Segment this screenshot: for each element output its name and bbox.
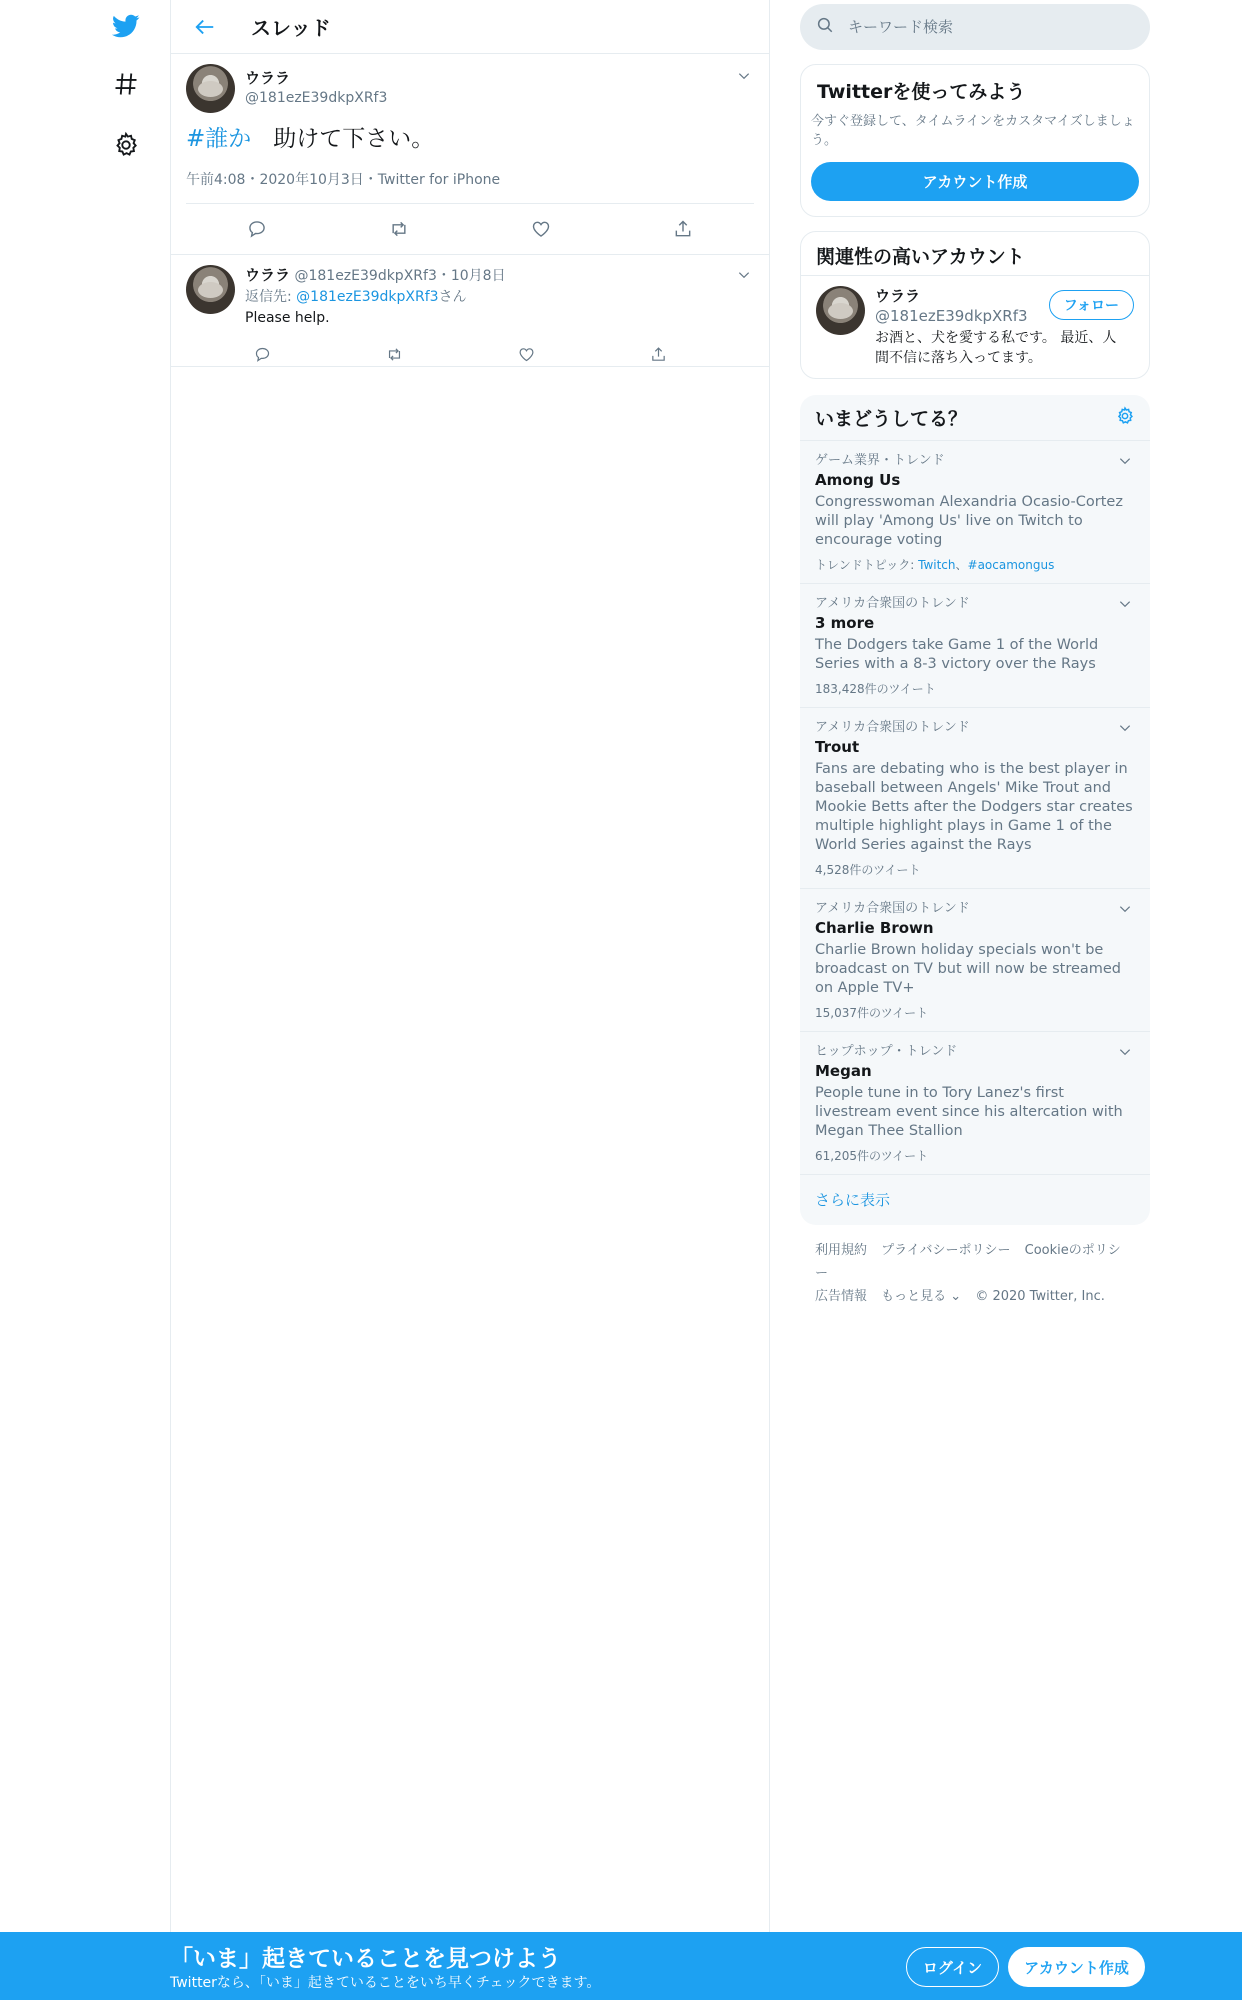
- footer-copyright: © 2020 Twitter, Inc.: [975, 1289, 1105, 1304]
- right-sidebar: [800, 0, 1150, 1322]
- author-handle[interactable]: @181ezE39dkpXRf3: [245, 90, 388, 106]
- chevron-down-icon[interactable]: [1115, 594, 1135, 614]
- retweet-icon[interactable]: [377, 337, 411, 371]
- main-tweet: [171, 54, 769, 254]
- hashtag-link[interactable]: #誰か: [186, 126, 252, 152]
- trends-title: いまどうしてる？: [815, 408, 968, 430]
- chevron-down-icon[interactable]: [1115, 899, 1135, 919]
- show-more-link[interactable]: さらに表示: [815, 1191, 891, 1209]
- trend-foot: [815, 556, 1135, 574]
- tweet-body: 助けて下さい。: [273, 126, 435, 152]
- footer-link-terms[interactable]: 利用規約: [815, 1243, 868, 1258]
- trend-item[interactable]: [800, 584, 1150, 708]
- related-user-name[interactable]: ウララ: [875, 287, 921, 305]
- search-icon: [816, 16, 834, 38]
- trend-topic-link[interactable]: Twitch: [918, 558, 956, 572]
- related-user[interactable]: [801, 276, 1149, 378]
- footer-links: [800, 1225, 1150, 1322]
- trend-name: Among Us: [815, 471, 901, 489]
- retweet-icon[interactable]: [382, 212, 416, 246]
- main-column: [170, 0, 770, 1932]
- create-account-button[interactable]: アカウント作成: [811, 162, 1139, 201]
- tweet-text: [186, 123, 754, 155]
- signup-card: [800, 64, 1150, 217]
- login-button[interactable]: ログイン: [906, 1947, 999, 1987]
- reply-icon[interactable]: [245, 337, 279, 371]
- chevron-down-icon[interactable]: [734, 66, 754, 86]
- related-user-bio: お酒と、犬を愛する私です。 最近、人間不信に落ち入ってます。: [875, 330, 1117, 366]
- author-name[interactable]: ウララ: [245, 69, 291, 87]
- trend-description: Congresswoman Alexandria Ocasio-Cortez will play 'Among Us' live on Twitch to encourage voting: [815, 494, 1123, 548]
- trend-item[interactable]: [800, 1032, 1150, 1175]
- left-nav: [0, 0, 170, 2000]
- trend-description: Charlie Brown holiday specials won't be broadcast on TV but will now be streamed on Apple TV+: [815, 942, 1122, 996]
- footer-link-ads[interactable]: 広告情報: [815, 1289, 868, 1304]
- reply-to-suffix: さん: [438, 289, 467, 305]
- back-arrow-icon[interactable]: [185, 7, 225, 47]
- avatar[interactable]: [186, 265, 235, 314]
- settings-gear-icon[interactable]: [1115, 406, 1135, 430]
- trends-card: [800, 395, 1150, 1225]
- trend-item[interactable]: [800, 441, 1150, 584]
- trend-name: 3 more: [815, 614, 875, 632]
- avatar[interactable]: [186, 64, 235, 113]
- search-box[interactable]: [800, 4, 1150, 50]
- create-account-button[interactable]: アカウント作成: [1008, 1947, 1145, 1987]
- trend-name: Trout: [815, 738, 860, 756]
- signup-description: 今すぐ登録して、タイムラインをカスタマイズしましょう。: [811, 114, 1135, 148]
- share-icon[interactable]: [666, 212, 700, 246]
- related-accounts-card: [800, 231, 1150, 379]
- hashtag-icon[interactable]: [108, 66, 144, 102]
- reply-date[interactable]: ・10月8日: [436, 268, 506, 284]
- reply-author-handle[interactable]: @181ezE39dkpXRf3: [294, 268, 437, 284]
- like-heart-icon[interactable]: [509, 337, 543, 371]
- avatar[interactable]: [816, 286, 865, 335]
- trend-topic-label: トレンドトピック:: [815, 558, 919, 572]
- trend-description: The Dodgers take Game 1 of the World Series with a 8-3 victory over the Rays: [815, 637, 1099, 672]
- share-icon[interactable]: [641, 337, 675, 371]
- footer-link-more[interactable]: もっと見る ⌄: [881, 1289, 962, 1304]
- chevron-down-icon[interactable]: [734, 265, 754, 285]
- reply-icon[interactable]: [240, 212, 274, 246]
- page-title: スレッド: [251, 16, 331, 40]
- reply-text: Please help.: [245, 310, 330, 326]
- reply-tweet[interactable]: [171, 254, 769, 367]
- trend-description: Fans are debating who is the best player in baseball between Angels' Mike Trout and Mookie Betts after the Dodgers star creates multiple highlight plays in Game 1 of the World Series against the Rays: [815, 761, 1133, 853]
- reply-author-name[interactable]: ウララ: [245, 266, 291, 284]
- trend-context: アメリカ合衆国のトレンド: [815, 901, 970, 916]
- bottom-bar-subtitle: Twitterなら、「いま」起きていることをいち早くチェックできます。: [170, 1975, 601, 1991]
- trend-name: Charlie Brown: [815, 919, 934, 937]
- trend-context: ゲーム業界・トレンド: [815, 453, 945, 468]
- thread-header: [171, 0, 769, 54]
- trend-tweet-count: 61,205件のツイート: [815, 1149, 929, 1163]
- twitter-logo-icon[interactable]: [108, 8, 144, 44]
- chevron-down-icon[interactable]: [1115, 718, 1135, 738]
- trend-name: Megan: [815, 1062, 872, 1080]
- related-user-handle[interactable]: @181ezE39dkpXRf3: [875, 307, 1028, 325]
- trend-item[interactable]: [800, 889, 1150, 1032]
- bottom-bar-title: 「いま」起きていることを見つけよう: [170, 1946, 561, 1972]
- related-title: 関連性の高いアカウント: [801, 232, 1149, 276]
- chevron-down-icon[interactable]: [1115, 451, 1135, 471]
- bottom-signup-bar: [0, 1932, 1242, 2000]
- like-heart-icon[interactable]: [524, 212, 558, 246]
- reply-actions: [245, 337, 675, 371]
- trend-context: ヒップホップ・トレンド: [815, 1044, 958, 1059]
- trend-topic-separator: 、: [955, 558, 968, 572]
- settings-gear-icon[interactable]: [108, 127, 144, 163]
- footer-link-cookies[interactable]: Cookieのポリシー: [815, 1243, 1121, 1281]
- tweet-meta[interactable]: 午前4:08・2020年10月3日・Twitter for iPhone: [186, 169, 754, 204]
- trend-context: アメリカ合衆国のトレンド: [815, 720, 970, 735]
- tweet-actions: [186, 204, 754, 254]
- trend-description: People tune in to Tory Lanez's first livestream event since his altercation with Megan Thee Stallion: [815, 1085, 1123, 1139]
- trend-tweet-count: 4,528件のツイート: [815, 863, 921, 877]
- signup-title: Twitterを使ってみよう: [817, 81, 1026, 103]
- trend-tweet-count: 183,428件のツイート: [815, 682, 936, 696]
- footer-link-privacy[interactable]: プライバシーポリシー: [881, 1243, 1011, 1258]
- follow-button[interactable]: フォロー: [1049, 290, 1134, 320]
- trend-topic-link[interactable]: #aocamongus: [967, 558, 1055, 572]
- trend-tweet-count: 15,037件のツイート: [815, 1006, 929, 1020]
- search-input[interactable]: [848, 18, 1128, 36]
- trend-context: アメリカ合衆国のトレンド: [815, 596, 970, 611]
- trend-item[interactable]: [800, 708, 1150, 889]
- reply-to-prefix: 返信先:: [245, 289, 297, 305]
- reply-to-handle[interactable]: @181ezE39dkpXRf3: [296, 289, 439, 305]
- chevron-down-icon[interactable]: [1115, 1042, 1135, 1062]
